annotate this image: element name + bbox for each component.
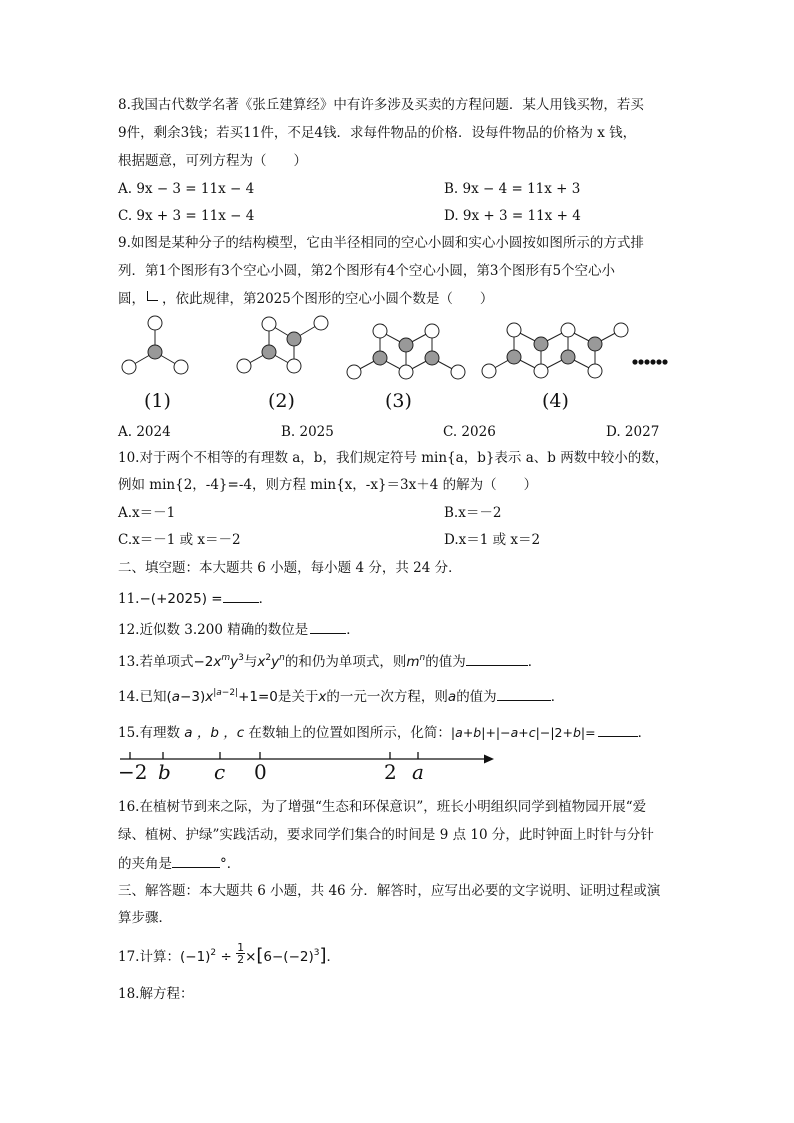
- section3-heading-line2: 算步骤．: [118, 910, 172, 926]
- q15-pre: 15.有理数: [118, 725, 180, 741]
- q9-line3-post: ，依此规律，第2025个图形的空心小圆个数是（ ）: [162, 291, 494, 307]
- q9-stem-line2: 列．第1个图形有3个空心小圆，第2个图形有4个空心小圆，第3个图形有5个空心小: [118, 263, 616, 279]
- numberline-label-2: 2: [384, 760, 397, 784]
- q13-pre: 13.若单项式: [118, 654, 194, 670]
- q9-option-d[interactable]: D. 2027: [606, 424, 660, 440]
- q16-answer-blank[interactable]: [172, 853, 220, 868]
- q9-line3-pre: 圆，: [118, 291, 145, 307]
- section2-heading: 二、填空题：本大题共 6 小题，每小题 4 分，共 24 分．: [118, 560, 462, 576]
- numberline-label-b: b: [158, 760, 171, 784]
- q9-option-c[interactable]: C. 2026: [443, 424, 496, 440]
- figure-label-1: (1): [144, 390, 171, 412]
- q17-end: ．: [326, 949, 341, 965]
- q13-post: 的和仍为单项式，则: [284, 654, 407, 670]
- q8-stem-line1: 8.我国古代数学名著《张丘建算经》中有许多涉及买卖的方程问题．某人用钱买物，若买: [118, 97, 644, 113]
- q8-option-c[interactable]: C. 9x + 3 = 11x − 4: [118, 208, 255, 224]
- q11-end: ．: [258, 591, 273, 607]
- q10-option-a[interactable]: A.x＝－1: [118, 505, 176, 521]
- section3-heading-line1: 三、解答题：本大题共 6 小题，共 46 分．解答时，应写出必要的文字说明、证明过程或演: [118, 883, 661, 899]
- q14-post: 的值为: [456, 689, 497, 705]
- q10-stem-line1: 10.对于两个不相等的有理数 a，b，我们规定符号 min{a，b}表示 a、b 两数中较小的数，: [118, 450, 669, 466]
- numberline-label-minus2: −2: [118, 760, 148, 784]
- figure-label-3: (3): [385, 390, 412, 412]
- q12-text: 12.近似数 3.200 精确的数位是: [118, 622, 309, 638]
- q16-line3-post: °．: [220, 856, 241, 872]
- q16-stem-line3: [118, 853, 240, 874]
- q14-end: ．: [550, 689, 565, 705]
- q14-variable-x: x: [318, 689, 327, 705]
- q15-expression: |a+b|+|−a+c|−|2+b|=: [450, 725, 596, 740]
- q14-pre: 14.已知: [118, 689, 167, 705]
- q16-stem-line2: 绿、植树、护绿”实践活动，要求同学们集合的时间是 9 点 10 分，此时钟面上时针与分针: [118, 827, 654, 843]
- q15-post: 在数轴上的位置如图所示，化简：: [248, 725, 451, 741]
- q11-number: 11.: [118, 591, 140, 607]
- numberline-label-a: a: [412, 760, 424, 784]
- q9-stem-line1: 9.如图是某种分子的结构模型，它由半径相同的空心小圆和实心小圆按如图所示的方式排: [118, 235, 644, 251]
- q17: [118, 940, 341, 967]
- numberline-label-c: c: [214, 760, 226, 784]
- q14-equation: $(a-3)x^{|a-2|}+1=0$: [166, 688, 278, 705]
- q13-end: ．: [527, 654, 542, 670]
- q15-end: ．: [637, 725, 652, 741]
- q12-end: ．: [346, 622, 360, 638]
- q10-option-c[interactable]: C.x＝－1 或 x＝－2: [118, 532, 241, 548]
- q9-option-b[interactable]: B. 2025: [281, 424, 334, 440]
- q13-power-expression: $m^n$: [406, 653, 426, 670]
- q17-pre: 17.计算：: [118, 949, 180, 965]
- q14-mid2: 的一元一次方程，则: [326, 689, 448, 705]
- q17-expression: $(-1)^2$ ÷ $\frac{1}{2}$ $\times[6-(-2)^3]$: [179, 940, 327, 966]
- q11-expression: −(+2025) =: [139, 591, 223, 607]
- q14-variable-a: a: [447, 689, 457, 705]
- q13-monomial-2: $x^2y^n$: [257, 653, 285, 670]
- q8-option-d[interactable]: D. 9x + 3 = 11x + 4: [444, 208, 581, 224]
- q10-option-d[interactable]: D.x＝1 或 x＝2: [444, 532, 541, 548]
- q15-variables: a ，b ，c: [179, 725, 249, 741]
- q16-line3-pre: 的夹角是: [118, 856, 172, 872]
- q9-option-a[interactable]: A. 2024: [118, 424, 171, 440]
- q16-stem-line1: 16.在植树节到来之际，为了增强“生态和环保意识”，班长小明组织同学到植物园开展“爱: [118, 799, 647, 815]
- q8-option-a[interactable]: A. 9x − 3 = 11x − 4: [118, 181, 255, 197]
- numberline-label-0: 0: [254, 760, 267, 784]
- q10-option-b[interactable]: B.x＝－2: [444, 505, 502, 521]
- q14-mid: 是关于: [277, 689, 319, 705]
- q8-stem-line2: 9件，剩余3钱；若买11件，不足4钱．求每件物品的价格．设每件物品的价格为 x 钱，: [118, 125, 637, 141]
- q13-post2: 的值为: [425, 654, 466, 670]
- figure-label-2: (2): [268, 390, 295, 412]
- q8-option-b[interactable]: B. 9x − 4 = 11x + 3: [444, 181, 581, 197]
- q13-monomial-1: $-2x^my^3$: [193, 653, 244, 670]
- q10-stem-line2: 例如 min{2，-4}=-4，则方程 min{x，-x}＝3x＋4 的解为（ ）: [118, 477, 538, 493]
- q13-mid: 与: [243, 654, 258, 670]
- figure-label-4: (4): [542, 390, 569, 412]
- q18: 18.解方程：: [118, 986, 194, 1002]
- q8-stem-line3: 根据题意，可列方程为（ ）: [118, 153, 307, 169]
